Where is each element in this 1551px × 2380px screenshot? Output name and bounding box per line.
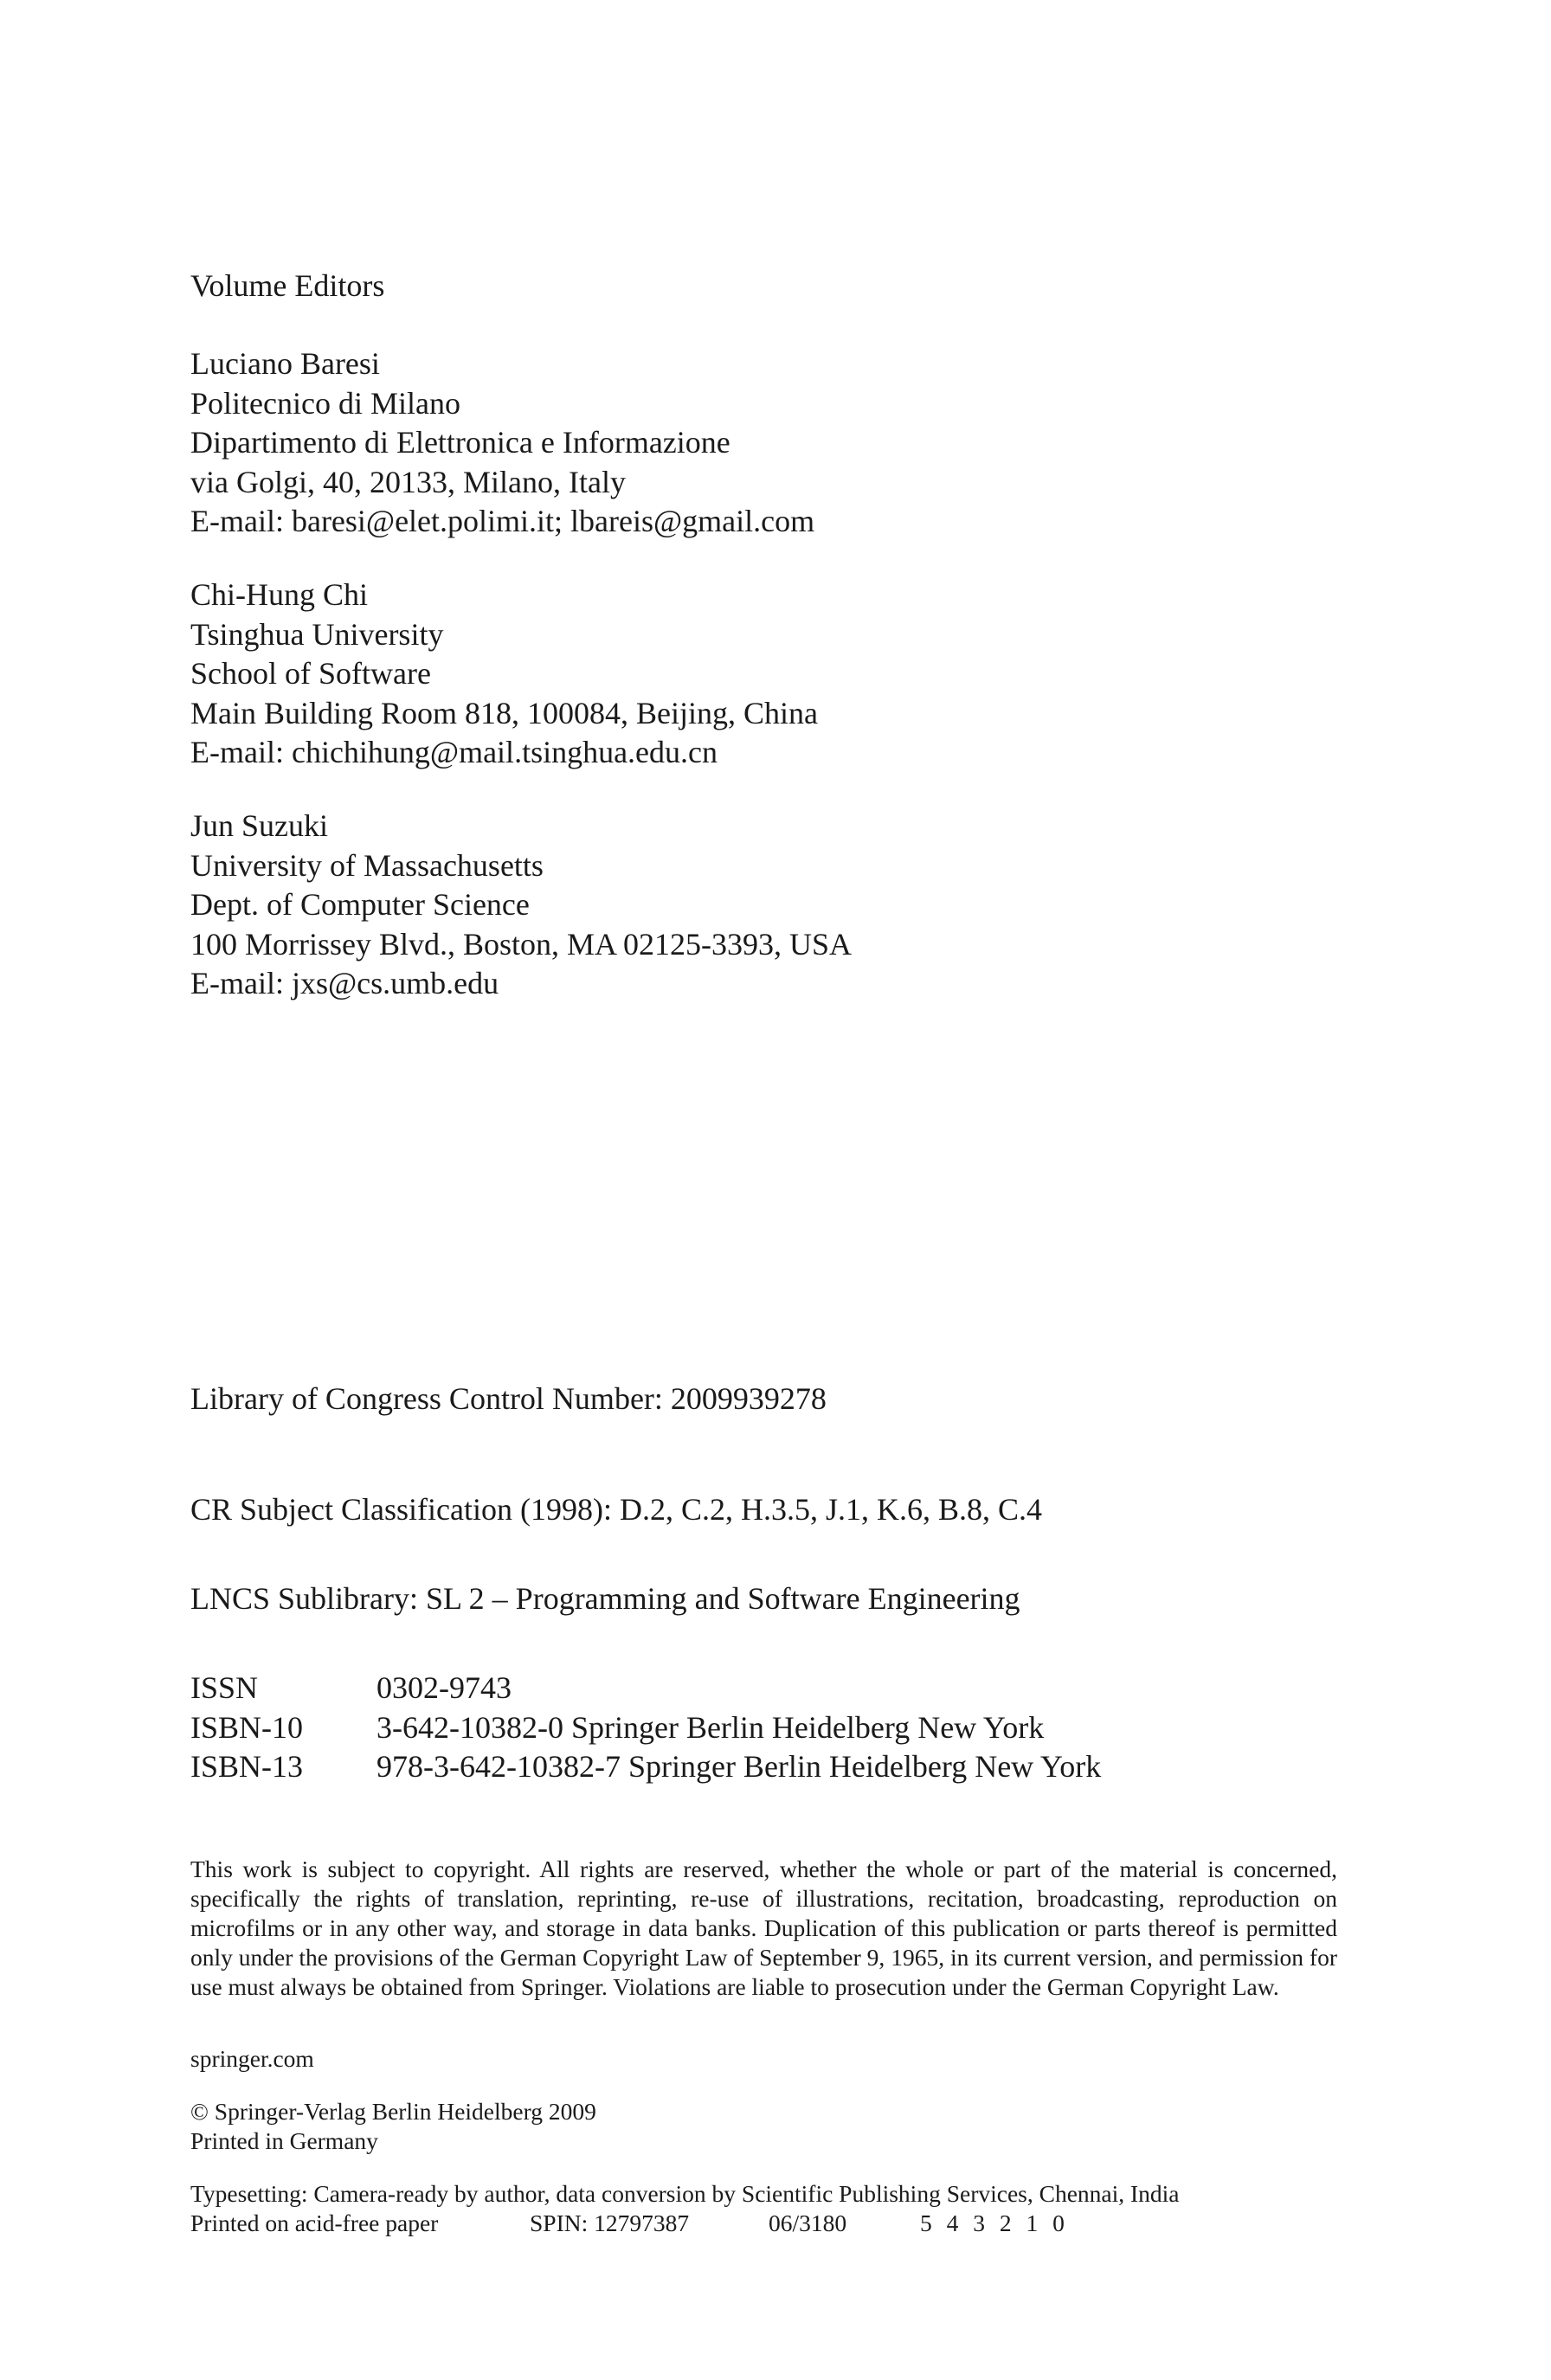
editor-affiliation: Politecnico di Milano: [190, 385, 460, 421]
print-info-line: [190, 2209, 1180, 2238]
cr-subject-classification: CR Subject Classification (1998): D.2, C.2, H.3.5, J.1, K.6, B.8, C.4: [190, 1492, 1042, 1527]
identifier-label: ISBN-13: [190, 1749, 304, 1784]
editor-entry: [190, 576, 818, 773]
editor-address: 100 Morrissey Blvd., Boston, MA 02125-3393, USA: [190, 926, 853, 962]
library-of-congress-number: Library of Congress Control Number: 2009939278: [190, 1381, 827, 1416]
editor-address: via Golgi, 40, 20133, Milano, Italy: [190, 464, 626, 499]
typesetting-block: [190, 2179, 1180, 2238]
print-run: 5 4 3 2 1 0: [920, 2210, 1069, 2236]
editor-entry: [190, 807, 852, 1004]
lncs-sublibrary: LNCS Sublibrary: SL 2 – Programming and Software Engineering: [190, 1581, 1020, 1616]
copyright-notice: This work is subject to copyright. All rights are reserved, whether the whole or part of the material is concerned, specifically the rights of translation, reprinting, re-use of illustrations, recitation, broadcasting, reproduction on microfilms or in any other way, and storage in data banks. Duplication of this publication or parts thereof is permitted only under the provisions of the German Copyright Law of September 9, 1965, in its current version, and permission for use must always be obtained from Springer. Violations are liable to prosecution under the German Copyright Law.: [190, 1856, 1337, 2000]
editor-email: E-mail: chichihung@mail.tsinghua.edu.cn: [190, 735, 718, 769]
copyright-block: [190, 2097, 596, 2156]
printed-country: Printed in Germany: [190, 2127, 378, 2154]
identifier-label: ISBN-10: [190, 1709, 304, 1745]
editor-address: Main Building Room 818, 100084, Beijing, China: [190, 695, 819, 730]
identifier-value: 3-642-10382-0 Springer Berlin Heidelberg New York: [376, 1709, 1045, 1745]
print-code: 06/3180: [769, 2210, 847, 2236]
copyright-line: © Springer-Verlag Berlin Heidelberg 2009: [190, 2098, 596, 2125]
editor-department: Dept. of Computer Science: [190, 887, 530, 922]
editor-name: Chi-Hung Chi: [190, 577, 369, 612]
editor-name: Jun Suzuki: [190, 808, 329, 843]
identifier-row-issn: [190, 1669, 1101, 1708]
identifier-row-isbn13: [190, 1747, 1101, 1787]
identifier-row-isbn10: [190, 1708, 1101, 1748]
typesetting-line: Typesetting: Camera-ready by author, data conversion by Scientific Publishing Services, Chennai, India: [190, 2180, 1180, 2207]
editor-entry: [190, 344, 814, 542]
identifier-table: [190, 1669, 1101, 1787]
editor-email: E-mail: baresi@elet.polimi.it; lbareis@gmail.com: [190, 504, 815, 538]
editor-name: Luciano Baresi: [190, 346, 380, 381]
identifier-value: 0302-9743: [376, 1670, 512, 1705]
editor-affiliation: University of Massachusetts: [190, 847, 544, 883]
editor-department: School of Software: [190, 656, 431, 691]
publisher-website: springer.com: [190, 2045, 314, 2072]
editor-email: E-mail: jxs@cs.umb.edu: [190, 966, 499, 1000]
paper-note: Printed on acid-free paper: [190, 2210, 439, 2236]
spin-number: SPIN: 12797387: [530, 2210, 690, 2236]
editor-department: Dipartimento di Elettronica e Informazione: [190, 425, 730, 460]
volume-editors-heading: Volume Editors: [190, 268, 385, 303]
identifier-label: ISSN: [190, 1670, 259, 1705]
identifier-value: 978-3-642-10382-7 Springer Berlin Heidelberg New York: [376, 1749, 1102, 1784]
editor-affiliation: Tsinghua University: [190, 616, 444, 652]
